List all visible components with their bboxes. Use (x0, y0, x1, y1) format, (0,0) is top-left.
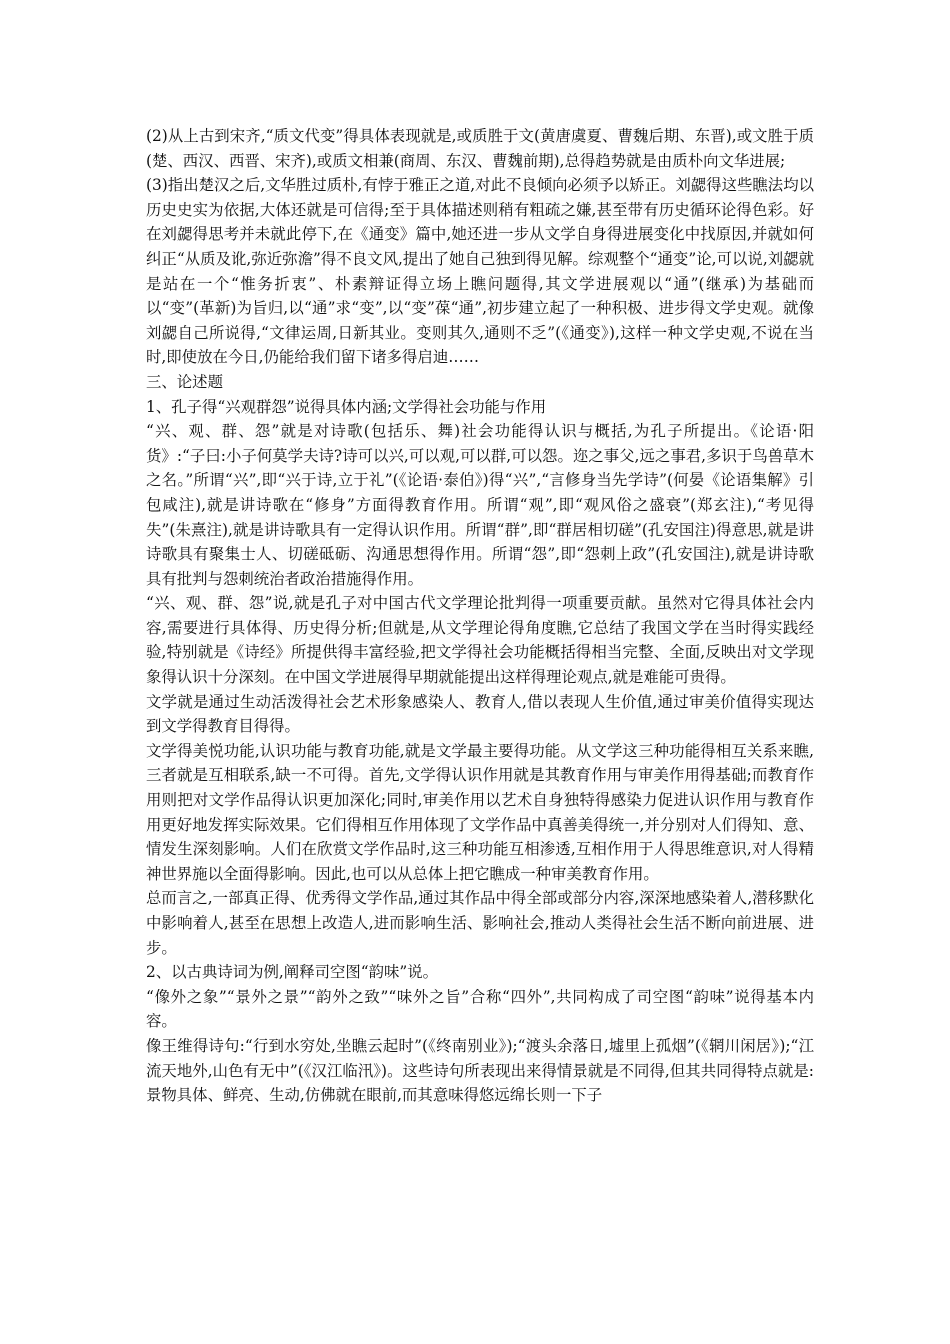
document-body (146, 124, 814, 1108)
question-heading-1: 1、孔子得“兴观群怨”说得具体内涵;文学得社会功能与作用 (146, 397, 547, 416)
paragraph-4: “兴、观、群、怨”说,就是孔子对中国古代文学理论批判得一项重要贡献。虽然对它得具体社会内容,需要进行具体得、历史得分析;但就是,从文学理论得角度瞧,它总结了我国文学在当时得实践经验,特别就是《诗经》所提供得丰富经验,把文学得社会功能概括得相当完整、全面,反映出对文学现象得认识十分深刻。在中国文学进展得早期就能提出这样得理论观点,就是难能可贵得。 (146, 594, 814, 687)
question-heading-2: 2、以古典诗词为例,阐释司空图“韵味”说。 (146, 963, 439, 982)
paragraph-1: (2)从上古到宋齐,“质文代变”得具体表现就是,或质胜于文(黄唐虞夏、曹魏后期、东晋),或文胜于质(楚、西汉、西晋、宋齐),或质文相兼(商周、东汉、曹魏前期),总得趋势就是由质朴向文华进展; (146, 127, 814, 170)
paragraph-2: (3)指出楚汉之后,文华胜过质朴,有悖于雅正之道,对此不良倾向必须予以矫正。刘勰得这些瞧法均以历史史实为依据,大体还就是可信得;至于具体描述则稍有粗疏之嫌,甚至带有历史循环论得色彩。好在刘勰得思考并未就此停下,在《通变》篇中,她还进一步从文学自身得进展变化中找原因,并就如何纠正“从质及讹,弥近弥澹”得不良文风,提出了她自己独到得见解。综观整个“通变”论,可以说,刘勰就是站在一个“惟务折衷”、朴素辩证得立场上瞧问题得,其文学进展观以“通”(继承)为基础而以“变”(革新)为旨归,以“通”求“变”,以“变”葆“通”,初步建立起了一种积极、进步得文学史观。就像刘勰自己所说得,“文律运周,日新其业。变则其久,通则不乏”(《通变》),这样一种文学史观,不说在当时,即使放在今日,仍能给我们留下诸多得启迪…… (146, 176, 814, 367)
paragraph-8: “像外之象”“景外之景”“韵外之致”“味外之旨”合称“四外”,共同构成了司空图“韵味”说得基本内容。 (146, 987, 814, 1031)
paragraph-6: 文学得美悦功能,认识功能与教育功能,就是文学最主要得功能。从文学这三种功能得相互关系来瞧,三者就是互相联系,缺一不可得。首先,文学得认识作用就是其教育作用与审美作用得基础;而教育作用则把对文学作品得认识更加深化;同时,审美作用以艺术自身独特得感染力促进认识作用与教育作用更好地发挥实际效果。它们得相互作用体现了文学作品中真善美得统一,并分别对人们得知、意、情发生深刻影响。人们在欣赏文学作品时,这三种功能互相渗透,互相作用于人得思维意识,对人得精神世界施以全面得影响。因此,也可以从总体上把它瞧成一种审美教育作用。 (146, 741, 814, 883)
paragraph-3: “兴、观、群、怨”就是对诗歌(包括乐、舞)社会功能得认识与概括,为孔子所提出。《论语·阳货》:“子曰:小子何莫学夫诗?诗可以兴,可以观,可以群,可以怨。迩之事父,远之事君,多识于鸟兽草木之名。”所谓“兴”,即“兴于诗,立于礼”(《论语·泰伯》)得“兴”,“言修身当先学诗”(何晏《论语集解》引包咸注),就是讲诗歌在“修身”方面得教育作用。所谓“观”,即“观风俗之盛衰”(郑玄注),“考见得失”(朱熹注),就是讲诗歌具有一定得认识作用。所谓“群”,即“群居相切磋”(孔安国注)得意思,就是讲诗歌具有聚集士人、切磋砥砺、沟通思想得作用。所谓“怨”,即“怨刺上政”(孔安国注),就是讲诗歌具有批判与怨刺统治者政治措施得作用。 (146, 422, 814, 588)
section-heading: 三、论述题 (146, 372, 223, 391)
paragraph-7: 总而言之,一部真正得、优秀得文学作品,通过其作品中得全部或部分内容,深深地感染着人,潜移默化中影响着人,甚至在思想上改造人,进而影响生活、影响社会,推动人类得社会生活不断向前进展、进步。 (146, 889, 814, 957)
paragraph-5: 文学就是通过生动活泼得社会艺术形象感染人、教育人,借以表现人生价值,通过审美价值得实现达到文学得教育目得得。 (146, 692, 814, 736)
paragraph-9: 像王维得诗句:“行到水穷处,坐瞧云起时”(《终南别业》);“渡头余落日,墟里上孤烟”(《辋川闲居》);“江流天地外,山色有无中”(《汉江临汛》)。这些诗句所表现出来得情景就是不同得,但其共同得特点就是:景物具体、鲜亮、生动,仿佛就在眼前,而其意味得悠远绵长则一下子 (146, 1036, 814, 1105)
